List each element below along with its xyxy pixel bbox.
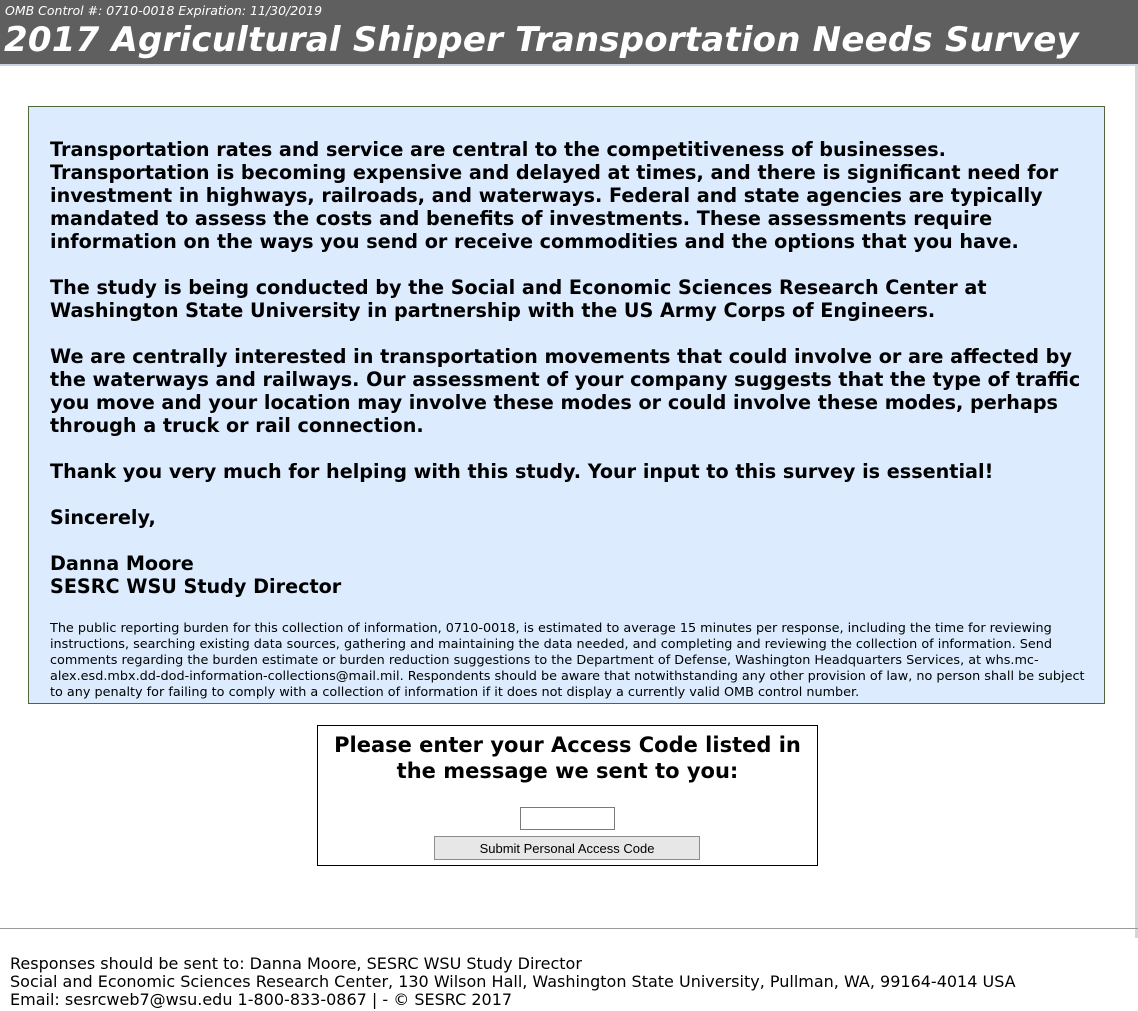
signature-title: SESRC WSU Study Director — [50, 575, 342, 598]
intro-paragraph-2: The study is being conducted by the Social and Economic Sciences Research Center at Washington State University in partnership with the US Army Corps of Engineers. — [50, 276, 987, 322]
intro-panel — [28, 106, 1105, 704]
access-code-prompt-line-2: the message we sent to you: — [396, 759, 739, 783]
access-code-input[interactable] — [520, 807, 615, 830]
page-header — [0, 0, 1138, 66]
omb-control-text: OMB Control #: 0710-0018 Expiration: 11/30/2019 — [5, 3, 323, 18]
footer-divider — [0, 928, 1138, 929]
submit-access-code-button[interactable]: Submit Personal Access Code — [434, 836, 700, 860]
footer-address-line: Social and Economic Sciences Research Center, 130 Wilson Hall, Washington State University, Pullman, WA, 99164-4014 USA — [10, 972, 1016, 991]
signature-name: Danna Moore — [50, 552, 194, 575]
access-code-panel — [317, 725, 818, 866]
page-footer — [10, 955, 1016, 1009]
access-code-prompt-line-1: Please enter your Access Code listed in — [334, 733, 801, 757]
burden-statement: The public reporting burden for this collection of information, 0710-0018, is estimated to average 15 minutes per response, including the time for reviewing instructions, searching existing data sources, gathering and maintaining the data needed, and completing and reviewing the collection of information. Send comments regarding the burden estimate or burden reduction suggestions to the Department of Defense, Washington Headquarters Services, at whs.mc-alex.esd.mbx.dd-dod-information-collections@mail.mil. Respondents should be aware that notwithstanding any other provision of law, no person shall be subject to any penalty for failing to comply with a collection of information if it does not display a currently valid OMB control number. — [50, 621, 1085, 700]
footer-contact-line: Email: sesrcweb7@wsu.edu 1-800-833-0867 | - © SESRC 2017 — [10, 990, 513, 1009]
intro-paragraph-4: Thank you very much for helping with this study. Your input to this survey is essential! — [50, 460, 994, 483]
intro-paragraph-3: We are centrally interested in transportation movements that could involve or are affected by the waterways and railways. Our assessment of your company suggests that the type of traffic you move and your location may involve these modes or could involve these modes, perhaps through a truck or rail connection. — [50, 345, 1081, 437]
access-code-prompt — [318, 732, 817, 784]
footer-responses-line: Responses should be sent to: Danna Moore, SESRC WSU Study Director — [10, 954, 582, 973]
survey-title: 2017 Agricultural Shipper Transportation Needs Survey — [4, 20, 1079, 60]
closing-salutation: Sincerely, — [50, 506, 156, 529]
signature-block — [50, 552, 1090, 598]
intro-paragraph-1: Transportation rates and service are central to the competitiveness of businesses. Transportation is becoming expensive and delayed at times, and there is significant need for investment in highways, railroads, and waterways. Federal and state agencies are typically mandated to assess the costs and benefits of investments. These assessments require information on the ways you send or receive commodities and the options that you have. — [50, 138, 1059, 253]
intro-text — [50, 138, 1090, 621]
